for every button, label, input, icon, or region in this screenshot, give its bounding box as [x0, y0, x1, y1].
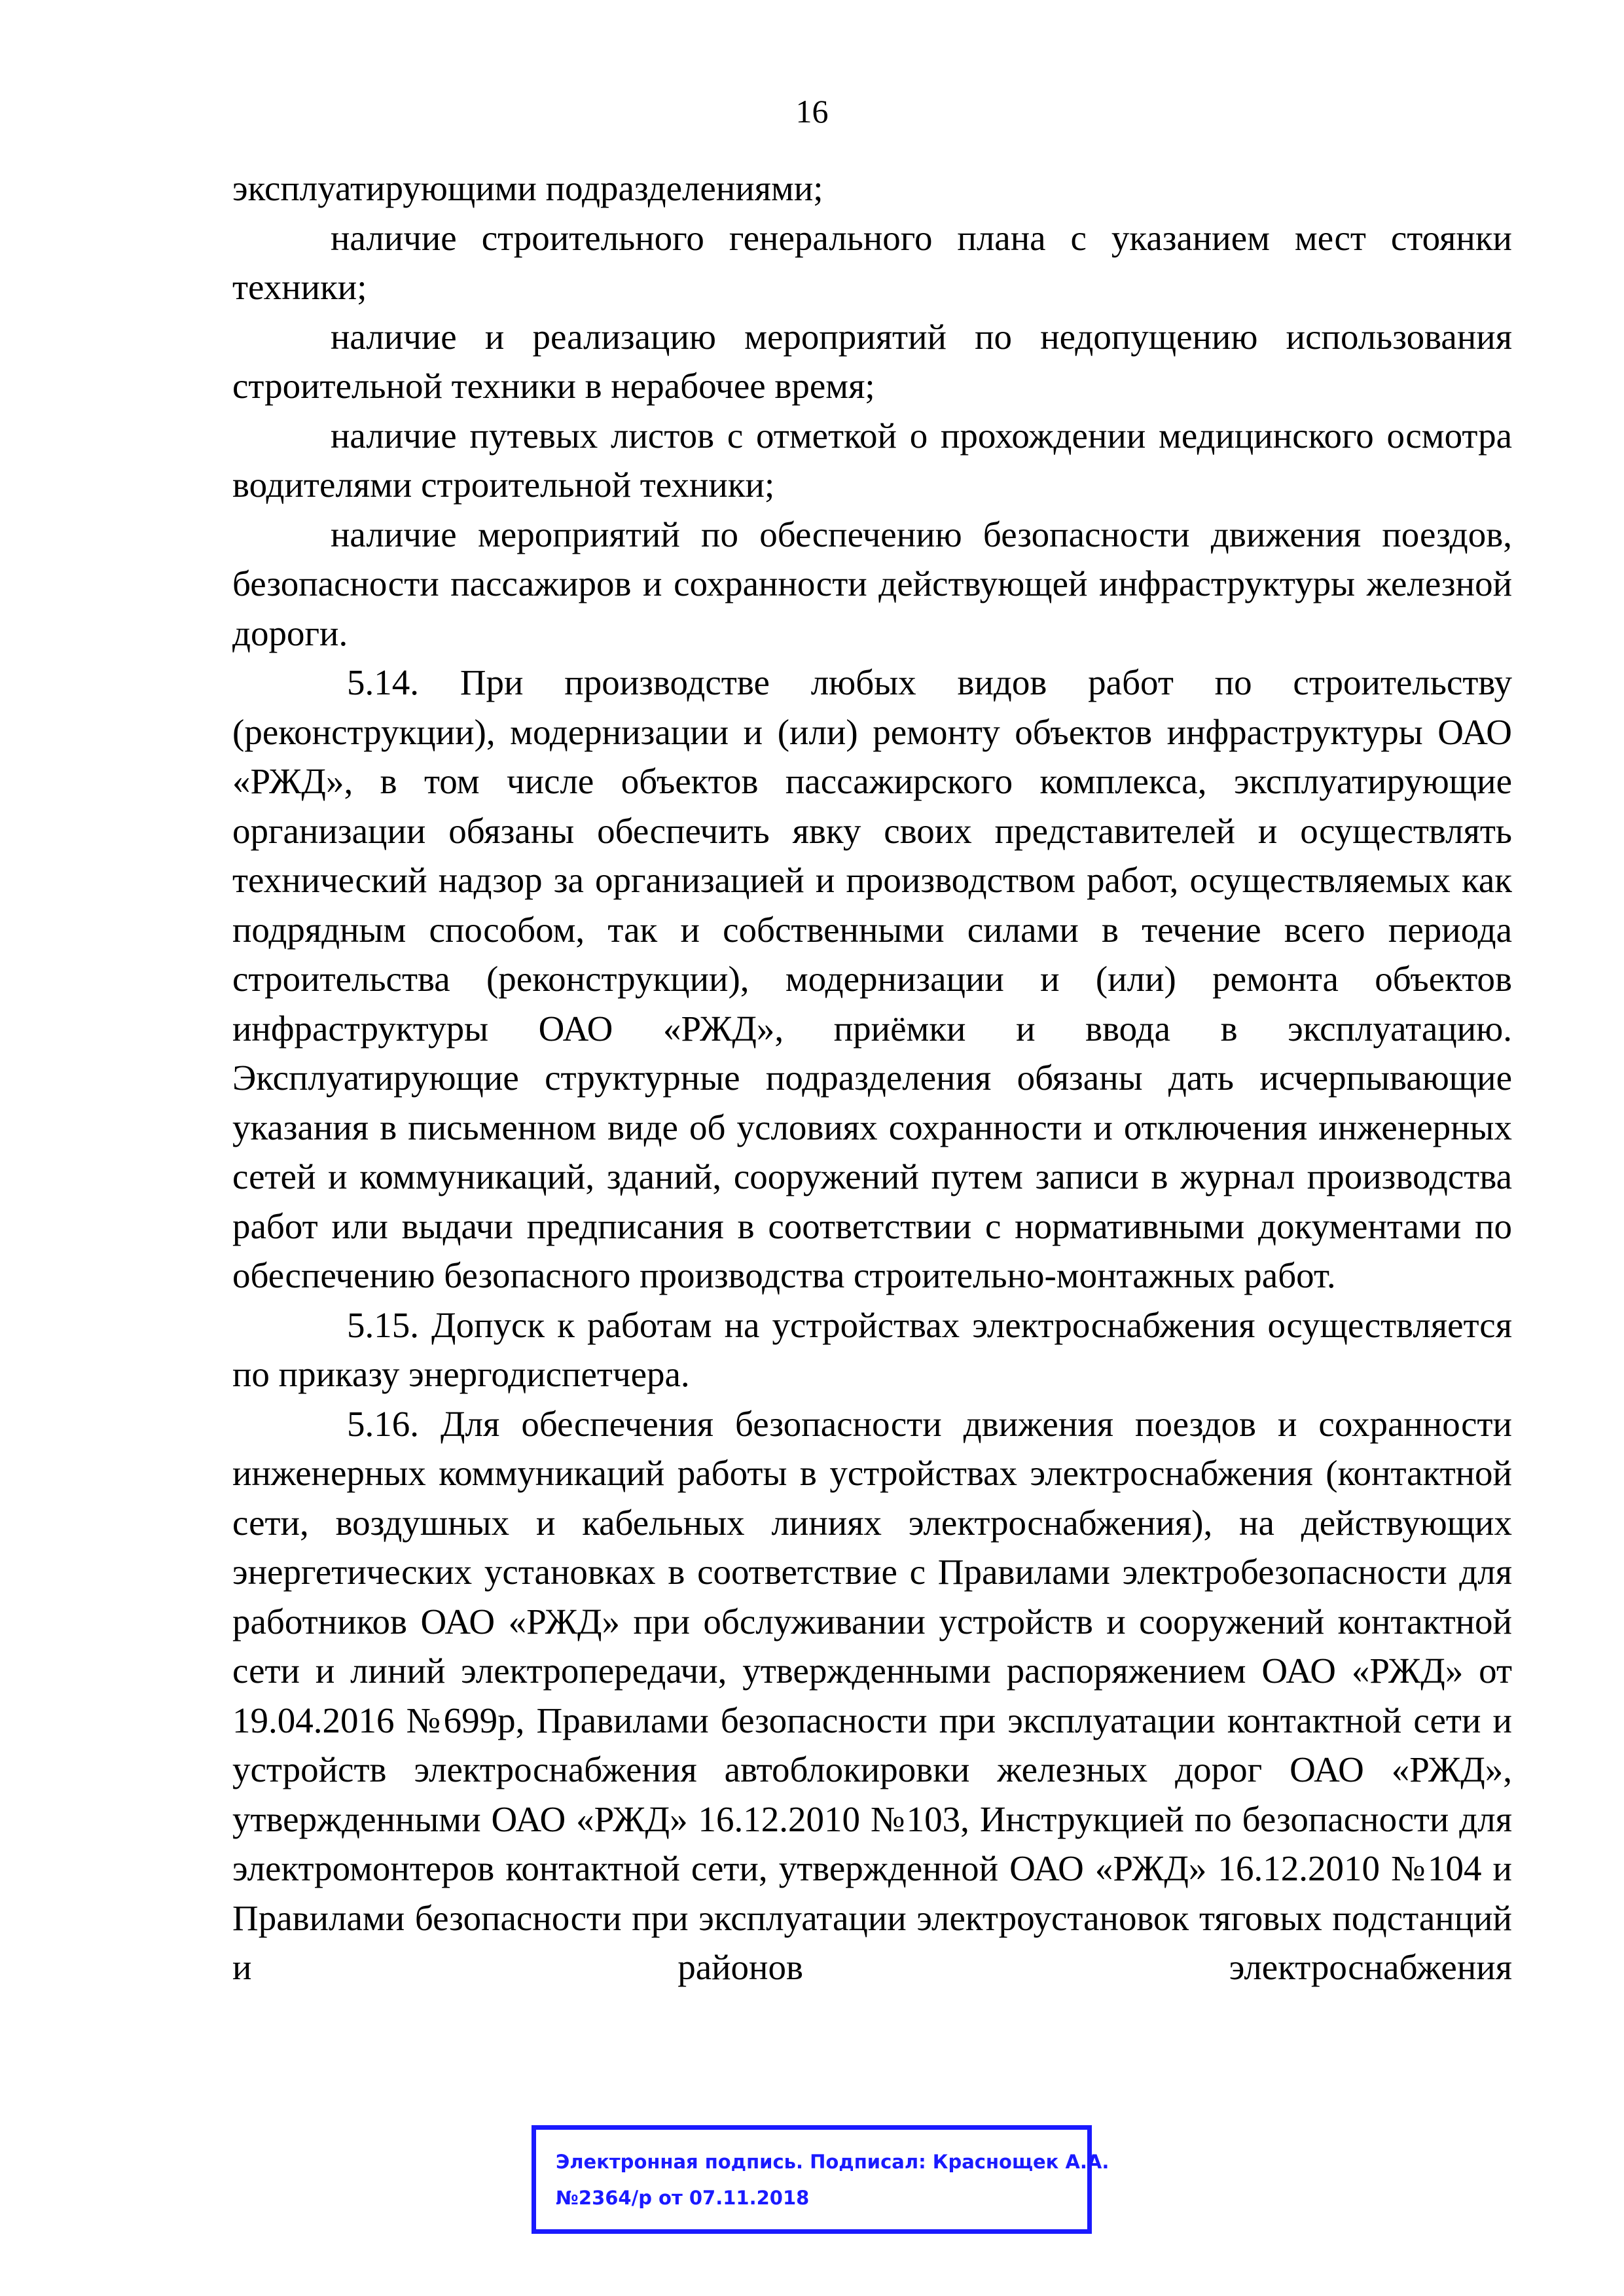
clause-5-15: 5.15. Допуск к работам на устройствах электроснабжения осуществляется по приказу энергодиспетчера. [232, 1304, 1512, 1394]
signature-order-number: №2364/р от 07.11.2018 [556, 2187, 810, 2209]
electronic-signature-stamp [532, 2125, 1110, 2234]
paragraph-continuation: эксплуатирующими подразделениями; [232, 168, 823, 208]
document-body [232, 164, 1512, 1992]
list-item-construction-plan: наличие строительного генерального плана с указанием мест стоянки техники; [232, 217, 1512, 307]
page-number: 16 [795, 93, 829, 130]
list-item-waybills: наличие путевых листов с отметкой о прохождении медицинского осмотра водителями строительной техники; [232, 415, 1512, 505]
signature-signer: Электронная подпись. Подписал: Краснощек А.А. [556, 2151, 1110, 2173]
list-item-safety-measures: наличие мероприятий по обеспечению безопасности движения поездов, безопасности пассажиров и сохранности действующей инфраструктуры железной дороги. [232, 514, 1512, 653]
list-item-equipment-measures: наличие и реализацию мероприятий по недопущению использования строительной техники в нерабочее время; [232, 316, 1512, 406]
clause-5-14: 5.14. При производстве любых видов работ по строительству (реконструкции), модернизации и (или) ремонту объектов инфраструктуры ОАО «РЖД», в том числе объектов пассажирского комплекса, эксплуатирующие организации обязаны обеспечить явку своих представителей и осуществлять технический надзор за организацией и производством работ, осуществляемых как подрядным способом, так и собственными силами в течение всего периода строительства (реконструкции), модернизации и (или) ремонта объектов инфраструктуры ОАО «РЖД», приёмки и ввода в эксплуатацию. Эксплуатирующие структурные подразделения обязаны дать исчерпывающие указания в письменном виде об условиях сохранности и отключения инженерных сетей и коммуникаций, зданий, сооружений путем записи в журнал производства работ или выдачи предписания в соответствии с нормативными документами по обеспечению безопасного производства строительно-монтажных работ. [232, 662, 1512, 1295]
clause-5-16: 5.16. Для обеспечения безопасности движения поездов и сохранности инженерных коммуникаций работы в устройствах электроснабжения (контактной сети, воздушных и кабельных линиях электроснабжения), на действующих энергетических установках в соответствие с Правилами электробезопасности для работников ОАО «РЖД» при обслуживании устройств и сооружений контактной сети и линий электропередачи, утвержденными распоряжением ОАО «РЖД» от 19.04.2016 №699р, Правилами безопасности при эксплуатации контактной сети и устройств электроснабжения автоблокировки железных дорог ОАО «РЖД», утвержденными ОАО «РЖД» 16.12.2010 №103, Инструкцией по безопасности для электромонтеров контактной сети, утвержденной ОАО «РЖД» 16.12.2010 №104 и Правилами безопасности при эксплуатации электроустановок тяговых подстанций и районов электроснабжения [232, 1403, 1512, 1987]
